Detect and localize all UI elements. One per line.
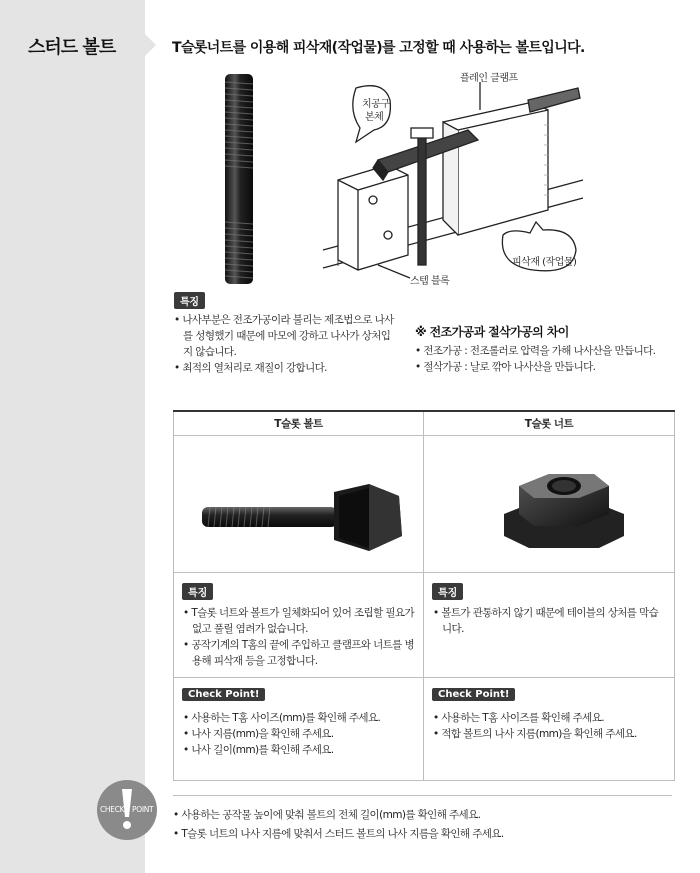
nut-feature-item-1: • 볼트가 관통하지 않기 때문에 테이블의 상처를 막습니다.	[433, 606, 659, 635]
label-plain-clamp: 플레인 클램프	[460, 73, 518, 84]
bolt-features-tag: 특징	[182, 583, 213, 600]
bolt-features-list	[183, 605, 415, 669]
t-slot-bolt-image-cell	[174, 435, 424, 572]
nut-features-tag: 특징	[432, 583, 463, 600]
bolt-check-item-1: • 사용하는 T홈 사이즈(mm)를 확인해 주세요.	[183, 711, 381, 724]
bolt-feature-item-2: • 공작기계의 T홈의 끝에 주입하고 클램프와 너트를 병용해 피삭재 등을 고정합니다.	[183, 638, 414, 667]
checkpoint-item-2: • T슬롯 너트의 나사 지름에 맞춰서 스터드 볼트의 나사 지름을 확인해 주세요.	[173, 828, 504, 840]
page-headline: T슬롯너트를 이용해 피삭재(작업물)를 고정할 때 사용하는 볼트입니다.	[172, 40, 585, 56]
t-slot-nut-image	[424, 436, 674, 568]
t-slot-nut-image-cell	[424, 435, 675, 572]
title-notch	[145, 34, 156, 56]
bolt-check-tag: Check Point!	[182, 688, 265, 701]
nut-check-item-1: • 사용하는 T홈 사이즈를 확인해 주세요.	[433, 711, 604, 724]
comparison-table	[173, 410, 675, 781]
clamp-setup-diagram	[318, 70, 588, 285]
bolt-features-cell	[174, 572, 424, 677]
features-list	[174, 312, 394, 376]
label-jig-body-1: 치공구	[362, 99, 390, 110]
difference-title: ※ 전조가공과 절삭가공의 차이	[415, 325, 569, 339]
header-t-slot-bolt: T슬롯 볼트	[174, 411, 424, 435]
difference-item-2: • 절삭가공 : 날로 깎아 나사산을 만듭니다.	[415, 361, 596, 373]
bolt-check-cell	[174, 677, 424, 780]
features-tag: 특징	[174, 292, 205, 309]
difference-list	[415, 343, 685, 375]
stud-bolt-image	[210, 72, 270, 287]
feature-item-1: • 나사부분은 전조가공이라 불리는 제조법으로 나사를 성형했기 때문에 마모에 강하고 나사가 상처입지 않습니다.	[174, 314, 394, 358]
difference-item-1: • 전조가공 : 전조롤러로 압력을 가해 나사산을 만듭니다.	[415, 345, 656, 357]
bolt-check-item-3: • 나사 길이(mm)를 확인해 주세요.	[183, 743, 334, 756]
checkpoint-label-right: POINT	[132, 805, 154, 814]
left-sidebar-band	[0, 0, 145, 873]
checkpoint-item-1: • 사용하는 공작물 높이에 맞춰 볼트의 전체 길이(mm)를 확인해 주세요.	[173, 809, 481, 821]
nut-check-cell	[424, 677, 675, 780]
t-slot-bolt-image	[174, 436, 423, 568]
bolt-check-list	[183, 710, 415, 758]
nut-check-list	[433, 710, 666, 742]
bolt-feature-item-1: • T슬롯 너트와 볼트가 일체화되어 있어 조립할 필요가 없고 풀릴 염려가 없습니다.	[183, 606, 414, 635]
checkpoint-label-left: CHECK	[100, 805, 125, 814]
checkpoint-list	[173, 806, 673, 844]
bolt-check-item-2: • 나사 지름(mm)을 확인해 주세요.	[183, 727, 334, 740]
nut-features-cell	[424, 572, 675, 677]
feature-item-2: • 최적의 열처리로 재질이 강합니다.	[174, 362, 327, 374]
label-jig-body-2: 본체	[365, 112, 384, 123]
label-workpiece: 피삭재 (작업물)	[512, 257, 577, 268]
section-title: 스터드 볼트	[28, 37, 116, 58]
header-t-slot-nut: T슬롯 너트	[424, 411, 675, 435]
nut-features-list	[433, 605, 666, 637]
label-step-block: 스텝 블록	[410, 276, 450, 287]
checkpoint-badge	[97, 780, 157, 840]
nut-check-tag: Check Point!	[432, 688, 515, 701]
nut-check-item-2: • 적합 볼트의 나사 지름(mm)을 확인해 주세요.	[433, 727, 637, 740]
bottom-divider	[173, 795, 672, 796]
